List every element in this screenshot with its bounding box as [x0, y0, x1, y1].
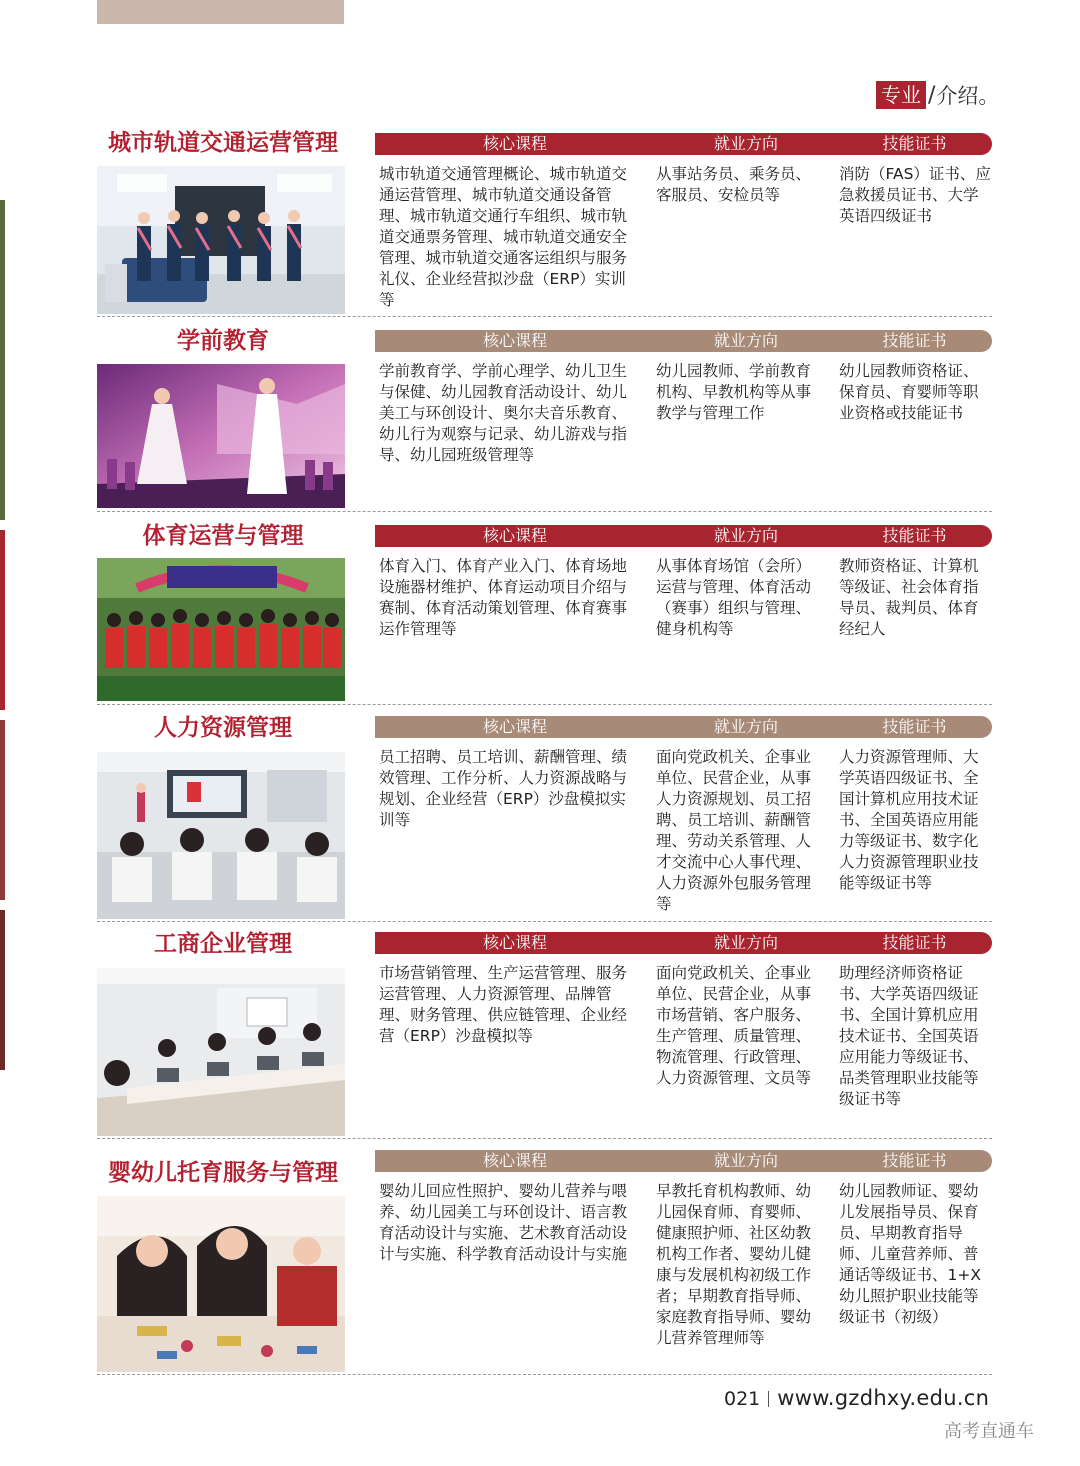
header-jobs: 就业方向	[713, 526, 778, 545]
header-courses: 核心课程	[482, 134, 547, 153]
photo-infant-care-craft	[97, 1196, 345, 1372]
sports-certs: 教师资格证、计算机等级证、社会体育指导员、裁判员、体育经纪人	[839, 557, 979, 638]
business-certs: 助理经济师资格证书、大学英语四级证书、全国计算机应用技术证书、全国英语应用能力等级证书、品类管理职业技能等级证书等	[839, 964, 979, 1108]
side-photo-strip	[0, 530, 5, 710]
header-jobs: 就业方向	[713, 717, 778, 736]
header-certs: 技能证书	[882, 1151, 947, 1170]
program-title-hr: 人力资源管理	[154, 715, 292, 741]
header-courses: 核心课程	[482, 526, 547, 545]
footer-url[interactable]: www.gzdhxy.edu.cn	[777, 1386, 990, 1410]
preschool-jobs: 幼儿园教师、学前教育机构、早教机构等从事教学与管理工作	[656, 362, 812, 422]
photo-rail-staff	[97, 166, 345, 314]
section-label	[876, 78, 999, 112]
program-title-rail: 城市轨道交通运营管理	[108, 130, 338, 156]
header-jobs: 就业方向	[713, 331, 778, 350]
preschool-courses: 学前教育学、学前心理学、幼儿卫生与保健、幼儿园教育活动设计、幼儿美工与环创设计、奥尔夫音乐教育、幼儿行为观察与记录、幼儿游戏与指导、幼儿园班级管理等	[379, 362, 628, 464]
header-certs: 技能证书	[882, 331, 947, 350]
hr-certs: 人力资源管理师、大学英语四级证书、全国计算机应用技术证书、全国英语应用能力等级证书、数字化人力资源管理职业技能等级证书等	[839, 748, 979, 892]
photo-business-class	[97, 968, 345, 1136]
rail-jobs: 从事站务员、乘务员、客服员、安检员等	[656, 165, 812, 204]
business-courses: 市场营销管理、生产运营管理、服务运营管理、人力资源管理、品牌管理、财务管理、供应链管理、企业经营（ERP）沙盘模拟等	[379, 964, 628, 1045]
program-title-infant-care: 婴幼儿托育服务与管理	[108, 1160, 338, 1186]
infant-care-certs: 幼儿园教师证、婴幼儿发展指导员、保育员、早期教育指导师、儿童营养师、普通话等级证书、1+X幼儿照护职业技能等级证书（初级）	[839, 1182, 981, 1326]
divider	[97, 704, 992, 705]
side-photo-strip	[0, 910, 5, 1070]
header-jobs: 就业方向	[713, 1151, 778, 1170]
preschool-certs: 幼儿园教师资格证、保育员、育婴师等职业资格或技能证书	[839, 362, 979, 422]
divider	[97, 1374, 992, 1375]
hr-courses: 员工招聘、员工培训、薪酬管理、绩效管理、工作分析、人力资源战略与规划、企业经营（ERP）沙盘模拟实训等	[379, 748, 628, 829]
program-title-sports: 体育运营与管理	[142, 523, 304, 549]
section-label-box: 专业	[876, 81, 926, 109]
header-certs: 技能证书	[882, 717, 947, 736]
program-title-preschool: 学前教育	[177, 328, 269, 354]
photo-sports-group	[97, 558, 345, 701]
header-certs: 技能证书	[882, 526, 947, 545]
photo-hr-classroom	[97, 752, 345, 919]
page-footer	[724, 1386, 989, 1410]
header-certs: 技能证书	[882, 134, 947, 153]
divider	[97, 511, 992, 512]
business-jobs: 面向党政机关、企事业单位、民营企业，从事市场营销、客户服务、生产管理、质量管理、物流管理、行政管理、人力资源管理、文员等	[656, 964, 812, 1087]
photo-preschool-stage	[97, 364, 345, 508]
header-certs: 技能证书	[882, 933, 947, 952]
side-photo-strip	[0, 720, 5, 900]
divider	[97, 921, 992, 922]
watermark: 高考直通车	[944, 1421, 1034, 1442]
hr-jobs: 面向党政机关、企事业单位、民营企业，从事人力资源规划、员工招聘、员工培训、薪酬管理、劳动关系管理、人才交流中心人事代理、人力资源外包服务管理等	[656, 748, 812, 913]
program-title-business: 工商企业管理	[154, 931, 292, 957]
header-courses: 核心课程	[482, 717, 547, 736]
header-jobs: 就业方向	[713, 134, 778, 153]
infant-care-jobs: 早教托育机构教师、幼儿园保育师、育婴师、健康照护师、社区幼教机构工作者、婴幼儿健康与发展机构初级工作者；早期教育指导师、家庭教育指导师、婴幼儿营养管理师等	[656, 1182, 812, 1347]
page-number: 021	[724, 1388, 761, 1410]
divider	[97, 1138, 992, 1139]
header-courses: 核心课程	[482, 331, 547, 350]
infant-care-courses: 婴幼儿回应性照护、婴幼儿营养与喂养、幼儿园美工与环创设计、语言教育活动设计与实施、艺术教育活动设计与实施、科学教育活动设计与实施	[379, 1182, 628, 1263]
header-jobs: 就业方向	[713, 933, 778, 952]
header-bar	[375, 1150, 992, 1172]
header-courses: 核心课程	[482, 1151, 547, 1170]
footer-separator	[768, 1391, 769, 1407]
header-bar	[375, 716, 992, 738]
rail-courses: 城市轨道交通管理概论、城市轨道交通运营管理、城市轨道交通设备管理、城市轨道交通行车组织、城市轨道交通票务管理、城市轨道交通安全管理、城市轨道交通客运组织与服务礼仪、企业经营拟沙盘（ERP）实训等	[379, 165, 628, 309]
section-label-text: 介绍。	[936, 84, 1000, 108]
sports-jobs: 从事体育场馆（会所）运营与管理、体育活动（赛事）组织与管理、健身机构等	[656, 557, 812, 638]
header-courses: 核心课程	[482, 933, 547, 952]
side-photo-strip	[0, 200, 5, 520]
section-label-slash: /	[928, 82, 936, 108]
divider	[97, 316, 992, 317]
header-bar	[375, 525, 992, 547]
header-bar	[375, 932, 992, 954]
top-tab-decoration	[97, 0, 344, 24]
header-bar	[375, 330, 992, 352]
sports-courses: 体育入门、体育产业入门、体育场地设施器材维护、体育运动项目介绍与赛制、体育活动策划管理、体育赛事运作管理等	[379, 557, 628, 638]
rail-certs: 消防（FAS）证书、应急救援员证书、大学英语四级证书	[839, 165, 991, 225]
header-bar	[375, 133, 992, 155]
